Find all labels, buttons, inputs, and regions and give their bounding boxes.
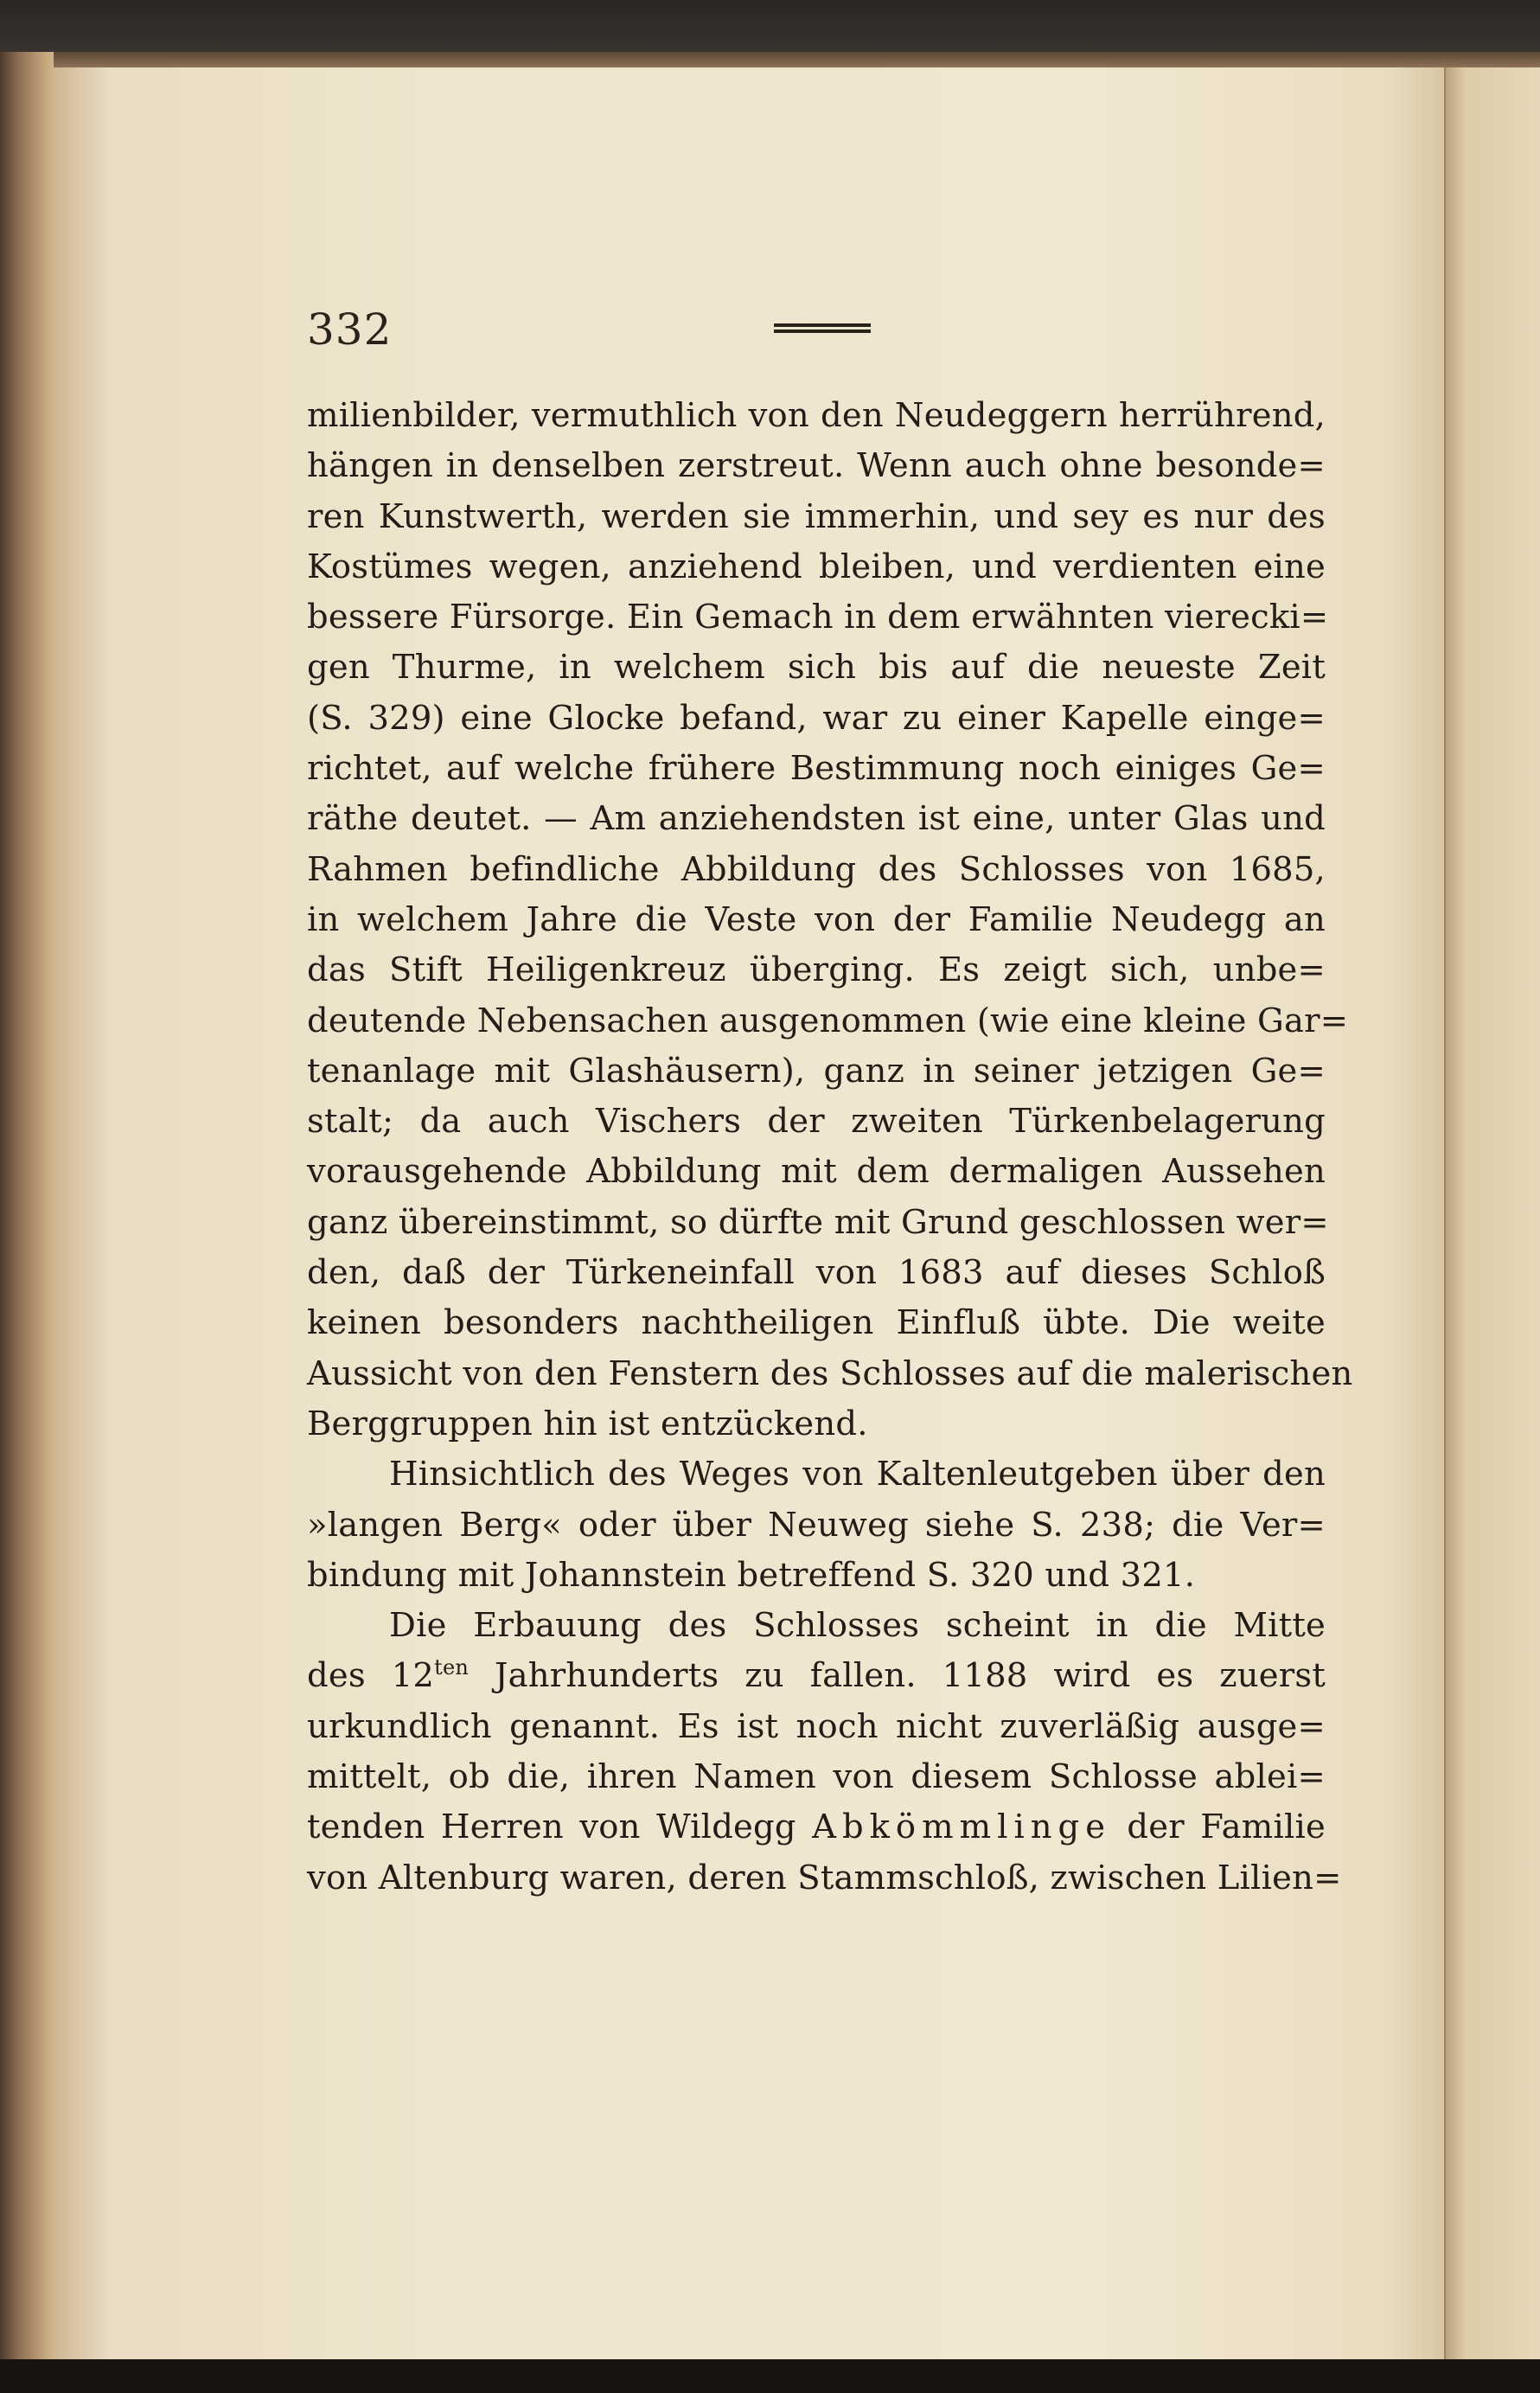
text-fragment: Jahrhunderts zu fallen. 1188 wird es zuerst bbox=[469, 1656, 1326, 1696]
text-line-with-spaced-word bbox=[307, 1802, 1326, 1852]
text-line: ganz übereinstimmt, so dürfte mit Grund geschlossen wer= bbox=[307, 1202, 1329, 1242]
text-line: Aussicht von den Fenstern des Schlosses auf die malerischen bbox=[307, 1353, 1353, 1393]
text-line: Die Erbauung des Schlosses scheint in die Mitte bbox=[389, 1606, 1326, 1646]
text-line: von Altenburg waren, deren Stammschloß, zwischen Lilien= bbox=[307, 1858, 1342, 1897]
text-line: richtet, auf welche frühere Bestimmung noch einiges Ge= bbox=[307, 749, 1326, 789]
book-spine bbox=[0, 52, 54, 2370]
header-ornament-rule bbox=[774, 323, 871, 336]
text-fragment: der Familie bbox=[1110, 1808, 1326, 1847]
text-line: Kostümes wegen, anziehend bleiben, und verdienten eine bbox=[307, 547, 1326, 586]
text-line: urkundlich genannt. Es ist noch nicht zuverläßig ausge= bbox=[307, 1706, 1326, 1746]
text-line: räthe deutet. — Am anziehendsten ist eine, unter Glas und bbox=[307, 799, 1326, 839]
text-line: »langen Berg« oder über Neuweg siehe S. 238; die Ver= bbox=[307, 1505, 1326, 1545]
text-line: gen Thurme, in welchem sich bis auf die neueste Zeit bbox=[307, 648, 1326, 688]
page-number: 332 bbox=[307, 304, 393, 355]
text-line: Hinsichtlich des Weges von Kaltenleutgeben über den bbox=[389, 1455, 1326, 1494]
text-line: (S. 329) eine Glocke befand, war zu einer Kapelle einge= bbox=[307, 698, 1326, 738]
text-line: keinen besonders nachtheiligen Einfluß übte. Die weite bbox=[307, 1303, 1326, 1343]
superscript: ten bbox=[434, 1655, 470, 1680]
bottom-shadow bbox=[0, 2359, 1540, 2393]
text-fragment: des 12 bbox=[307, 1656, 435, 1696]
text-line-with-superscript bbox=[307, 1651, 1326, 1701]
text-line: mittelt, ob die, ihren Namen von diesem Schlosse ablei= bbox=[307, 1757, 1326, 1797]
text-line: milienbilder, vermuthlich von den Neudeggern herrührend, bbox=[307, 396, 1326, 435]
spaced-emphasis: Abkömmlinge bbox=[812, 1808, 1111, 1847]
text-line: das Stift Heiligenkreuz überging. Es zeigt sich, unbe= bbox=[307, 950, 1326, 990]
text-line: stalt; da auch Vischers der zweiten Türkenbelagerung bbox=[307, 1102, 1326, 1142]
adjacent-page-edge bbox=[1444, 67, 1540, 2359]
text-line: deutende Nebensachen ausgenommen (wie eine kleine Gar= bbox=[307, 1001, 1349, 1040]
text-fragment: tenden Herren von Wildegg bbox=[307, 1808, 813, 1847]
text-line: Rahmen befindliche Abbildung des Schlosses von 1685, bbox=[307, 849, 1326, 889]
text-line: in welchem Jahre die Veste von der Familie Neudegg an bbox=[307, 899, 1326, 939]
body-text bbox=[307, 391, 1353, 1904]
text-line: bindung mit Johannstein betreffend S. 320 und 321. bbox=[307, 1555, 1196, 1595]
text-line: vorausgehende Abbildung mit dem dermaligen Aussehen bbox=[307, 1152, 1326, 1192]
text-line: den, daß der Türkeneinfall von 1683 auf dieses Schloß bbox=[307, 1253, 1326, 1293]
text-line: hängen in denselben zerstreut. Wenn auch ohne besonde= bbox=[307, 446, 1326, 486]
text-line: bessere Fürsorge. Ein Gemach in dem erwähnten vierecki= bbox=[307, 598, 1329, 637]
text-line: tenanlage mit Glashäusern), ganz in seiner jetzigen Ge= bbox=[307, 1051, 1326, 1091]
page-header bbox=[307, 304, 1327, 356]
text-line: Berggruppen hin ist entzückend. bbox=[307, 1404, 868, 1443]
text-line: ren Kunstwerth, werden sie immerhin, und sey es nur des bbox=[307, 496, 1326, 536]
